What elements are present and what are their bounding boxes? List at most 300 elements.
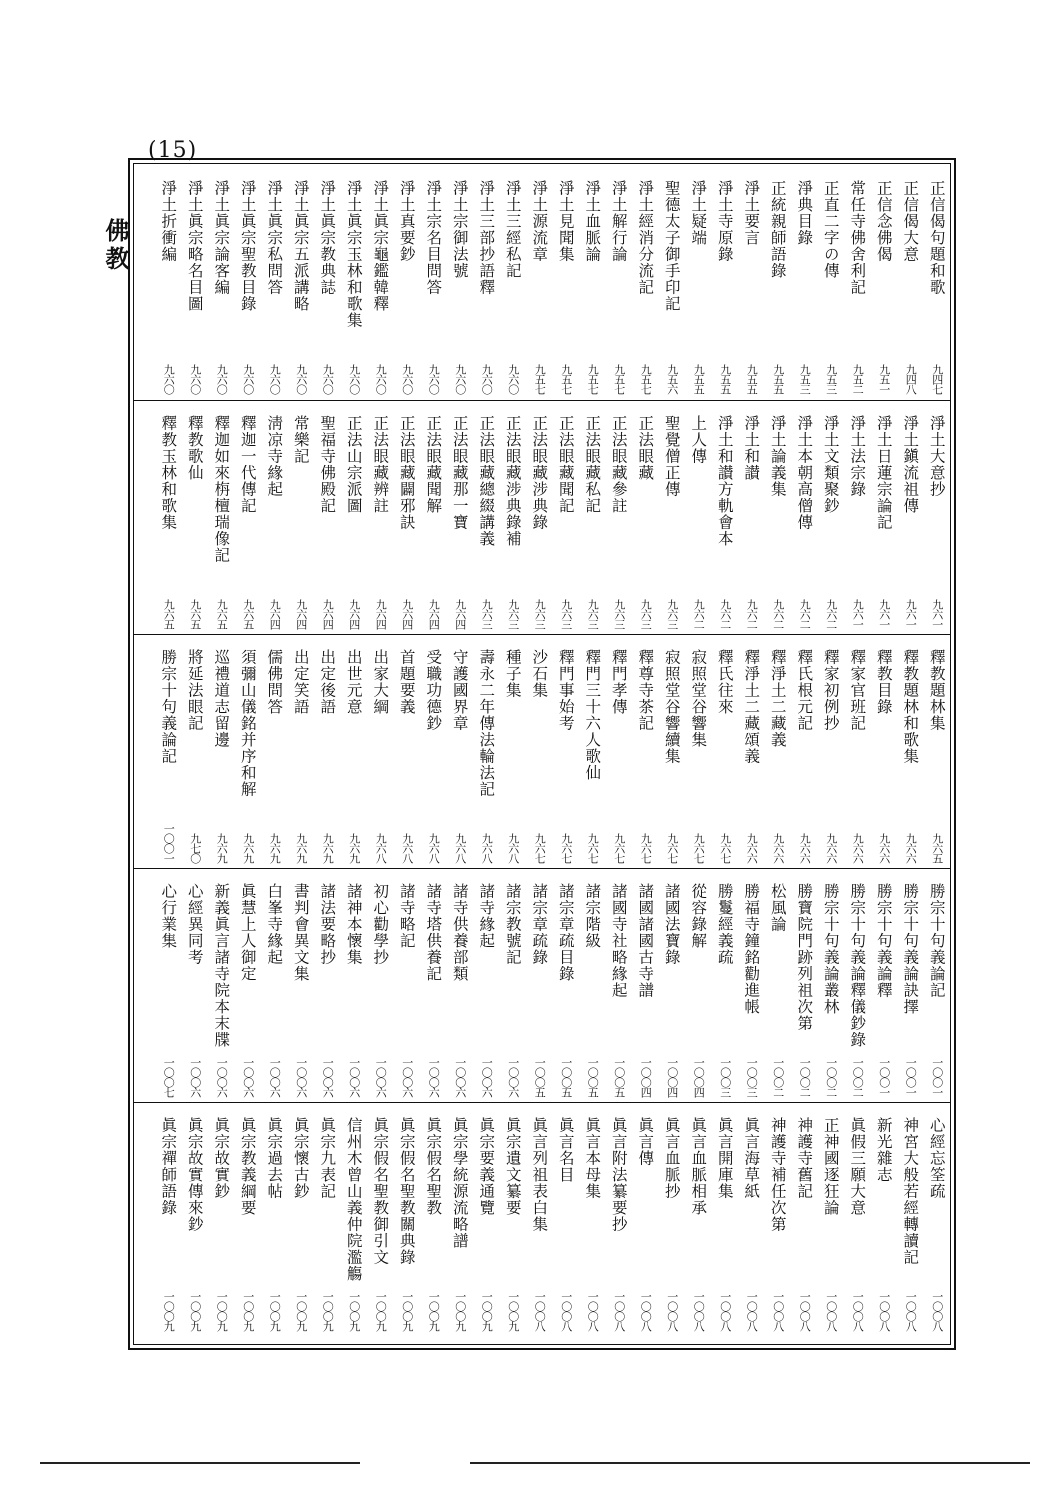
entry-page-number: 一〇〇六	[294, 1057, 308, 1097]
entry-title: 常樂記	[291, 415, 310, 465]
entry-title: 勝鬘經義疏	[715, 883, 734, 966]
index-entry	[155, 401, 182, 635]
entry-page-number: 一〇〇五	[559, 1057, 573, 1097]
entry-title: 勝宗十句義論叢林	[821, 883, 840, 1015]
entry-title: 淨土血脈論	[583, 180, 602, 263]
index-entry	[314, 869, 341, 1103]
entry-page-number: 九五三	[824, 364, 838, 394]
entry-title: 淨土宗御法號	[450, 180, 469, 279]
entry-title: 眞宗遺文纂要	[503, 1117, 522, 1216]
index-entry	[685, 635, 712, 869]
entry-page-number: 一〇〇一	[877, 1057, 891, 1097]
entry-page-number: 一〇〇八	[798, 1291, 812, 1331]
index-entry	[765, 1103, 792, 1337]
index-tier-4	[134, 868, 950, 1103]
index-entry	[394, 869, 421, 1103]
index-entry	[765, 635, 792, 869]
index-entry	[394, 1103, 421, 1337]
index-entry	[500, 166, 527, 400]
entry-page-number: 一〇〇八	[824, 1291, 838, 1331]
entry-title: 眞言列祖表白集	[530, 1117, 549, 1233]
entry-title: 正法眼藏	[636, 415, 655, 481]
entry-page-number: 一〇〇九	[294, 1291, 308, 1331]
index-entry	[235, 1103, 262, 1337]
entry-page-number: 九五七	[533, 364, 547, 394]
index-entry	[606, 401, 633, 635]
entry-title: 出定笑語	[291, 649, 310, 715]
entry-page-number: 九六三	[612, 599, 626, 629]
index-tier-3	[134, 634, 950, 869]
entry-title: 淨土本朝高僧傳	[795, 415, 814, 531]
entry-title: 勝宗十句義論釋	[874, 883, 893, 999]
index-entry	[632, 635, 659, 869]
index-entry	[288, 1103, 315, 1337]
entry-title: 心行業集	[159, 883, 178, 949]
entry-title: 諸寺塔供養記	[424, 883, 443, 982]
entry-title: 釋淨土二藏頌義	[742, 649, 761, 765]
index-entry	[632, 401, 659, 635]
entry-title: 勝寶院門跡列祖次第	[795, 883, 814, 1032]
entry-page-number: 九六四	[321, 599, 335, 629]
entry-title: 上人傳	[689, 415, 708, 465]
index-entry	[367, 1103, 394, 1337]
index-entry	[155, 635, 182, 869]
entry-page-number: 九六八	[400, 833, 414, 863]
entry-page-number: 九七〇	[188, 833, 202, 863]
index-entry	[871, 166, 898, 400]
entry-title: 淨土大意抄	[927, 415, 946, 498]
entry-title: 釋家官班記	[848, 649, 867, 732]
entry-page-number: 一〇〇九	[506, 1291, 520, 1331]
index-tier-1	[134, 166, 950, 400]
index-entry	[447, 635, 474, 869]
entry-title: 淸凉寺緣起	[265, 415, 284, 498]
index-entry	[685, 166, 712, 400]
entry-title: 淨土論義集	[768, 415, 787, 498]
entry-title: 釋家初例抄	[821, 649, 840, 732]
entry-title: 常任寺佛舍利記	[848, 180, 867, 296]
index-entry	[712, 635, 739, 869]
entry-page-number: 一〇〇六	[188, 1057, 202, 1097]
index-entry	[738, 166, 765, 400]
index-entry	[208, 635, 235, 869]
entry-page-number: 一〇〇六	[321, 1057, 335, 1097]
index-entry	[367, 635, 394, 869]
index-entry	[314, 401, 341, 635]
entry-title: 眞言傳	[636, 1117, 655, 1167]
entry-title: 釋迦一代傳記	[238, 415, 257, 514]
index-entry	[447, 869, 474, 1103]
entry-title: 勝宗十句義論記	[159, 649, 178, 765]
index-entry	[288, 869, 315, 1103]
entry-title: 正統親師語錄	[768, 180, 787, 279]
index-entry	[394, 166, 421, 400]
entry-page-number: 九六八	[480, 833, 494, 863]
entry-title: 淨土眞宗略名目圖	[185, 180, 204, 312]
index-entry	[473, 635, 500, 869]
entry-page-number: 九六八	[427, 833, 441, 863]
index-entry	[208, 1103, 235, 1337]
entry-page-number: 一〇〇六	[427, 1057, 441, 1097]
entry-page-number: 九五三	[798, 364, 812, 394]
index-entry	[765, 166, 792, 400]
entry-title: 諸寺供養部類	[450, 883, 469, 982]
entry-title: 淨土鎭流祖傳	[901, 415, 920, 514]
entry-title: 眞慧上人御定	[238, 883, 257, 982]
index-entry	[367, 869, 394, 1103]
index-entry	[553, 635, 580, 869]
index-entry	[871, 401, 898, 635]
entry-title: 眞言血脈抄	[662, 1117, 681, 1200]
entry-title: 諸宗章疏目錄	[556, 883, 575, 982]
entry-page-number: 九六九	[215, 833, 229, 863]
entry-page-number: 一〇〇八	[745, 1291, 759, 1331]
index-entry	[526, 635, 553, 869]
entry-page-number: 九六一	[877, 599, 891, 629]
index-entry	[155, 1103, 182, 1337]
entry-title: 淨土和讃方軌會本	[715, 415, 734, 547]
index-entry	[791, 869, 818, 1103]
entry-title: 沙石集	[530, 649, 549, 699]
entry-page-number: 九六四	[400, 599, 414, 629]
index-entry	[553, 869, 580, 1103]
entry-title: 眞宗假名聖教御引文	[371, 1117, 390, 1266]
index-entry	[208, 869, 235, 1103]
index-entry	[738, 1103, 765, 1337]
index-tier-5	[134, 1102, 950, 1337]
index-entry	[341, 635, 368, 869]
index-entry	[261, 401, 288, 635]
entry-page-number: 九六〇	[294, 364, 308, 394]
entry-title: 正法眼藏涉典錄補	[503, 415, 522, 547]
entry-page-number: 一〇〇八	[877, 1291, 891, 1331]
index-entry	[420, 401, 447, 635]
entry-title: 正法山宗派圖	[344, 415, 363, 514]
entry-title: 淨土法宗錄	[848, 415, 867, 498]
entry-page-number: 一〇〇三	[718, 1057, 732, 1097]
index-entry	[182, 166, 209, 400]
entry-title: 出家大綱	[371, 649, 390, 715]
entry-page-number: 九六三	[533, 599, 547, 629]
bottom-rule-left	[40, 1462, 360, 1464]
index-entry	[526, 869, 553, 1103]
entry-title: 正法眼藏聞解	[424, 415, 443, 514]
entry-title: 眞宗故實鈔	[212, 1117, 231, 1200]
index-entry	[367, 401, 394, 635]
index-entry	[659, 869, 686, 1103]
entry-page-number: 九五六	[665, 364, 679, 394]
entry-title: 信州木曾山義仲院濫觴	[344, 1117, 363, 1282]
entry-page-number: 九六〇	[480, 364, 494, 394]
entry-title: 淨土解行論	[609, 180, 628, 263]
entry-title: 神護寺舊記	[795, 1117, 814, 1200]
index-entry	[844, 635, 871, 869]
index-entry	[394, 401, 421, 635]
entry-title: 聖覺僧正傳	[662, 415, 681, 498]
entry-page-number: 九六五	[188, 599, 202, 629]
entry-page-number: 一〇〇三	[745, 1057, 759, 1097]
index-entry	[897, 1103, 924, 1337]
entry-title: 淨土真要鈔	[397, 180, 416, 263]
entry-page-number: 九六六	[877, 833, 891, 863]
entry-title: 眞宗九表記	[318, 1117, 337, 1200]
entry-page-number: 九六〇	[400, 364, 414, 394]
entry-title: 淨土日蓮宗論記	[874, 415, 893, 531]
index-entry	[818, 401, 845, 635]
entry-title: 種子集	[503, 649, 522, 699]
entry-title: 初心勸學抄	[371, 883, 390, 966]
entry-page-number: 一〇〇九	[188, 1291, 202, 1331]
entry-page-number: 九六一	[904, 599, 918, 629]
entry-page-number: 九五五	[718, 364, 732, 394]
index-entry	[208, 401, 235, 635]
index-entry	[924, 401, 951, 635]
entry-title: 淨土眞宗聖教目錄	[238, 180, 257, 312]
entry-title: 巡禮道志留邊	[212, 649, 231, 748]
entry-page-number: 九五七	[612, 364, 626, 394]
entry-page-number: 一〇〇九	[321, 1291, 335, 1331]
entry-title: 神宮大般若經轉讀記	[901, 1117, 920, 1266]
index-entry	[473, 166, 500, 400]
index-entry	[182, 1103, 209, 1337]
index-entry	[579, 869, 606, 1103]
index-entry	[924, 1103, 951, 1337]
entry-page-number: 一〇〇六	[400, 1057, 414, 1097]
entry-page-number: 一〇〇九	[241, 1291, 255, 1331]
index-entry	[791, 635, 818, 869]
index-entry	[871, 1103, 898, 1337]
entry-page-number: 九六六	[771, 833, 785, 863]
entry-page-number: 一〇〇八	[904, 1291, 918, 1331]
entry-page-number: 一〇〇六	[241, 1057, 255, 1097]
entry-title: 將延法眼記	[185, 649, 204, 732]
index-entry	[924, 635, 951, 869]
entry-page-number: 九六七	[612, 833, 626, 863]
entry-title: 釋氏往來	[715, 649, 734, 715]
entry-title: 聖德太子御手印記	[662, 180, 681, 312]
index-entry	[341, 166, 368, 400]
index-entry	[314, 635, 341, 869]
entry-title: 正信偈大意	[901, 180, 920, 263]
entry-title: 眞宗假名聖教關典錄	[397, 1117, 416, 1266]
index-entry	[182, 401, 209, 635]
entry-page-number: 九六〇	[506, 364, 520, 394]
entry-title: 寂照堂谷響續集	[662, 649, 681, 765]
entry-page-number: 九六七	[639, 833, 653, 863]
index-entry	[659, 401, 686, 635]
entry-title: 淨土眞宗玉林和歌集	[344, 180, 363, 329]
index-entry	[261, 635, 288, 869]
entry-title: 釋門孝傳	[609, 649, 628, 715]
entry-page-number: 一〇〇八	[771, 1291, 785, 1331]
index-entry	[871, 635, 898, 869]
entry-page-number: 一〇〇九	[427, 1291, 441, 1331]
entry-page-number: 九六〇	[453, 364, 467, 394]
entry-page-number: 一〇〇六	[215, 1057, 229, 1097]
entry-title: 正信偈句題和歌	[927, 180, 946, 296]
index-entry	[447, 401, 474, 635]
index-entry	[897, 635, 924, 869]
entry-title: 釋教歌仙	[185, 415, 204, 481]
entry-page-number: 九六一	[930, 599, 944, 629]
entry-title: 釋教題林集	[927, 649, 946, 732]
index-entry	[367, 166, 394, 400]
entry-page-number: 九六四	[268, 599, 282, 629]
entry-title: 釋教玉林和歌集	[159, 415, 178, 531]
entry-title: 出世元意	[344, 649, 363, 715]
entry-title: 淨土眞宗五派講略	[291, 180, 310, 312]
entry-page-number: 九四八	[904, 364, 918, 394]
index-entry	[420, 635, 447, 869]
index-entry	[712, 869, 739, 1103]
entry-page-number: 九六七	[586, 833, 600, 863]
entry-page-number: 一〇〇二	[798, 1057, 812, 1097]
index-entry	[632, 166, 659, 400]
index-entry	[420, 166, 447, 400]
entry-page-number: 一〇〇六	[480, 1057, 494, 1097]
entry-title: 新光雜志	[874, 1117, 893, 1183]
entry-title: 心經異同考	[185, 883, 204, 966]
entry-page-number: 九六九	[294, 833, 308, 863]
entry-title: 諸國諸國古寺譜	[636, 883, 655, 999]
entry-page-number: 九六〇	[374, 364, 388, 394]
index-entry	[288, 166, 315, 400]
entry-page-number: 九六三	[506, 599, 520, 629]
index-tier-2	[134, 400, 950, 635]
entry-title: 眞宗學統源流略譜	[450, 1117, 469, 1249]
index-entry	[738, 635, 765, 869]
entry-page-number: 九五五	[745, 364, 759, 394]
entry-title: 淨土要言	[742, 180, 761, 246]
entry-page-number: 九六五	[162, 599, 176, 629]
entry-title: 正神國逐狂論	[821, 1117, 840, 1216]
index-entry	[791, 401, 818, 635]
index-entry	[606, 869, 633, 1103]
index-entry	[288, 635, 315, 869]
entry-title: 勝宗十句義論記	[927, 883, 946, 999]
index-entry	[261, 166, 288, 400]
index-entry	[341, 869, 368, 1103]
index-entry	[844, 401, 871, 635]
entry-title: 釋迦如來栴檀瑞像記	[212, 415, 231, 564]
entry-page-number: 一〇〇八	[930, 1291, 944, 1331]
entry-title: 受職功德鈔	[424, 649, 443, 732]
entry-title: 眞宗假名聖教	[424, 1117, 443, 1216]
index-entry	[155, 869, 182, 1103]
index-table	[128, 158, 956, 1350]
index-entry	[553, 1103, 580, 1337]
entry-page-number: 九六〇	[321, 364, 335, 394]
entry-page-number: 一〇〇六	[453, 1057, 467, 1097]
entry-page-number: 九四七	[930, 364, 944, 394]
index-entry	[341, 1103, 368, 1337]
entry-title: 淨土折衝編	[159, 180, 178, 263]
entry-title: 釋氏根元記	[795, 649, 814, 732]
entry-page-number: 九六〇	[347, 364, 361, 394]
index-entry	[738, 401, 765, 635]
index-entry	[261, 1103, 288, 1337]
index-entry	[473, 401, 500, 635]
entry-page-number: 一〇〇一	[162, 823, 176, 863]
entry-page-number: 九六三	[480, 599, 494, 629]
entry-title: 眞言名目	[556, 1117, 575, 1183]
index-entry	[924, 869, 951, 1103]
entry-page-number: 九六四	[374, 599, 388, 629]
index-entry	[394, 635, 421, 869]
index-entry	[685, 869, 712, 1103]
index-entry	[341, 401, 368, 635]
index-entry	[606, 166, 633, 400]
entry-page-number: 九五七	[639, 364, 653, 394]
entry-title: 正法眼藏闢邪訣	[397, 415, 416, 531]
index-entry	[500, 401, 527, 635]
entry-title: 正法眼藏辨註	[371, 415, 390, 514]
entry-title: 淨土眞宗私問答	[265, 180, 284, 296]
index-entry	[844, 869, 871, 1103]
entry-title: 眞宗要義通覽	[477, 1117, 496, 1216]
entry-page-number: 九六二	[718, 599, 732, 629]
entry-page-number: 九六五	[241, 599, 255, 629]
entry-page-number: 九六四	[427, 599, 441, 629]
entry-title: 淨土眞宗教典誌	[318, 180, 337, 296]
entry-page-number: 一〇〇四	[665, 1057, 679, 1097]
entry-title: 釋教目錄	[874, 649, 893, 715]
entry-page-number: 九六八	[506, 833, 520, 863]
entry-page-number: 九六四	[347, 599, 361, 629]
entry-page-number: 九六二	[745, 599, 759, 629]
index-entry	[473, 869, 500, 1103]
entry-title: 諸宗章疏錄	[530, 883, 549, 966]
index-entry	[659, 166, 686, 400]
entry-page-number: 一〇〇六	[374, 1057, 388, 1097]
entry-title: 諸寺略記	[397, 883, 416, 949]
entry-page-number: 九六二	[824, 599, 838, 629]
entry-title: 心經忘筌疏	[927, 1117, 946, 1200]
index-entry	[500, 869, 527, 1103]
index-entry	[606, 635, 633, 869]
entry-title: 釋淨土二藏義	[768, 649, 787, 748]
entry-title: 釋教題林和歌集	[901, 649, 920, 765]
entry-title: 寂照堂谷響集	[689, 649, 708, 748]
entry-page-number: 一〇〇二	[771, 1057, 785, 1097]
entry-title: 出定後語	[318, 649, 337, 715]
entry-page-number: 一〇〇八	[612, 1291, 626, 1331]
entry-title: 眞假三願大意	[848, 1117, 867, 1216]
index-entry	[871, 869, 898, 1103]
entry-title: 眞言血脈相承	[689, 1117, 708, 1216]
entry-title: 諸國法寶錄	[662, 883, 681, 966]
entry-page-number: 九六二	[798, 599, 812, 629]
entry-page-number: 一〇〇九	[453, 1291, 467, 1331]
entry-title: 聖福寺佛殿記	[318, 415, 337, 514]
entry-page-number: 九六四	[294, 599, 308, 629]
index-entry	[659, 635, 686, 869]
entry-page-number: 九六七	[718, 833, 732, 863]
index-entry	[579, 401, 606, 635]
entry-page-number: 一〇〇八	[533, 1291, 547, 1331]
entry-title: 眞宗懷古鈔	[291, 1117, 310, 1200]
index-entry	[553, 166, 580, 400]
index-entry	[235, 401, 262, 635]
entry-title: 諸宗教號記	[503, 883, 522, 966]
entry-title: 釋門事始考	[556, 649, 575, 732]
entry-page-number: 九六三	[665, 599, 679, 629]
entry-page-number: 九六五	[930, 833, 944, 863]
entry-page-number: 九五二	[851, 364, 865, 394]
entry-page-number: 九六八	[374, 833, 388, 863]
index-entry	[632, 1103, 659, 1337]
index-entry	[420, 869, 447, 1103]
